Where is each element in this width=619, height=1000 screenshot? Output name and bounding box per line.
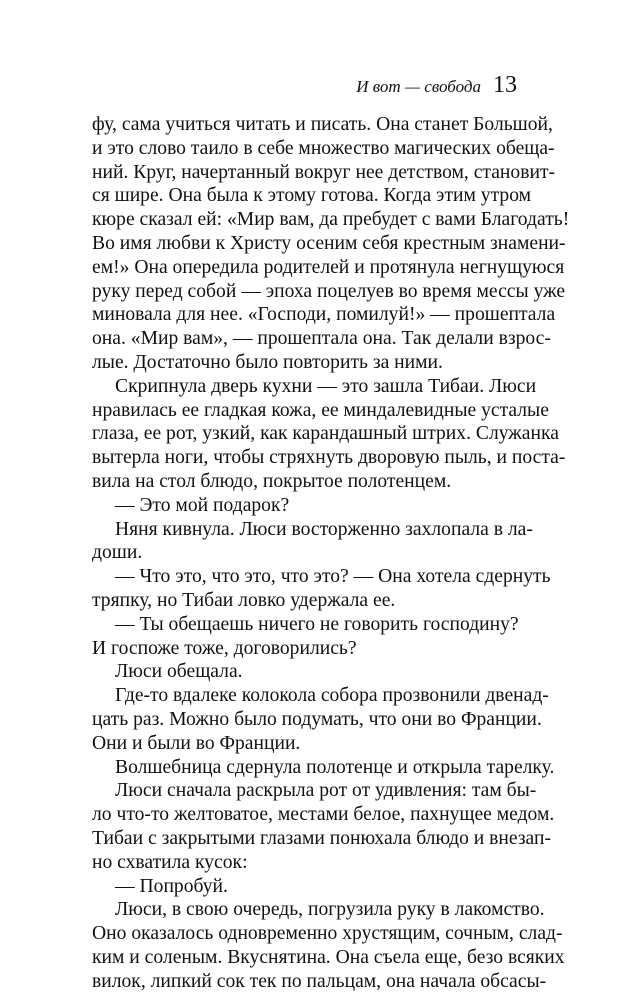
text-line: цать раз. Можно было подумать, что они во Франции.	[92, 708, 542, 730]
running-title: И вот — свобода	[356, 77, 481, 96]
text-line: Они и были во Франции.	[92, 732, 301, 754]
page-number: 13	[493, 72, 517, 98]
body-text	[92, 113, 570, 993]
text-line: И госпоже тоже, договорились?	[92, 637, 357, 659]
text-line: Няня кивнула. Люси восторженно захлопала в ла-	[115, 518, 533, 540]
text-line: — Попробуй.	[115, 875, 228, 897]
text-line: вытерла ноги, чтобы стряхнуть дворовую пыль, и поста-	[92, 447, 566, 469]
text-line: вила на стол блюдо, покрытое полотенцем.	[92, 470, 452, 492]
text-line: — Ты обещаешь ничего не говорить господину?	[115, 613, 519, 635]
text-line: Во имя любви к Христу осеним себя крестным знамени-	[92, 232, 566, 254]
text-line: вилок, липкий сок тек по пальцам, она начала обсасы-	[92, 970, 547, 992]
text-line: но схватила кусок:	[92, 851, 248, 873]
text-line: Люси обещала.	[115, 661, 243, 683]
text-line: Где-то вдалеке колокола собора прозвонили двенад-	[115, 685, 549, 707]
text-line: тряпку, но Тибаи ловко удержала ее.	[92, 589, 396, 611]
text-line: Люси, в свою очередь, погрузила руку в лакомство.	[115, 899, 545, 921]
text-line: ний. Круг, начертанный вокруг нее детством, становит-	[92, 161, 556, 183]
text-line: лые. Достаточно было повторить за ними.	[92, 351, 443, 373]
text-line: ем!» Она опередила родителей и протянула негнущуюся	[92, 256, 565, 278]
text-line: руку перед собой — эпоха поцелуев во время мессы уже	[92, 280, 566, 302]
text-line: — Это мой подарок?	[115, 494, 290, 516]
text-line: глаза, ее рот, узкий, как карандашный штрих. Служанка	[92, 423, 559, 445]
text-line: ся шире. Она была к этому готова. Когда этим утром	[92, 185, 532, 207]
text-line: Волшебница сдернула полотенце и открыла тарелку.	[115, 756, 555, 778]
text-line: нравилась ее гладкая кожа, ее миндалевидные усталые	[92, 399, 549, 421]
text-line: Тибаи с закрытыми глазами понюхала блюдо и внезап-	[92, 827, 552, 849]
text-line: Люси сначала раскрыла рот от удивления: там бы-	[115, 780, 537, 802]
text-line: кюре сказал ей: «Мир вам, да пребудет с вами Благодать!	[92, 209, 570, 231]
text-line: — Что это, что это, что это? — Она хотела сдернуть	[115, 566, 551, 588]
text-line: Скрипнула дверь кухни — это зашла Тибаи. Люси	[115, 375, 537, 397]
text-line: доши.	[92, 542, 143, 564]
text-line: ло что-то желтоватое, местами белое, пахнущее медом.	[92, 804, 555, 826]
text-line: фу, сама учиться читать и писать. Она станет Большой,	[92, 114, 553, 135]
running-head	[356, 72, 517, 102]
text-line: ким и соленым. Вкуснятина. Она съела еще, безо всяких	[92, 946, 565, 968]
text-line: миновала для нее. «Господи, помилуй!» — прошептала	[92, 304, 556, 326]
text-line: и это слово таило в себе множество магических обеща-	[92, 137, 555, 159]
text-line: Оно оказалось одновременно хрустящим, сочным, слад-	[92, 923, 563, 945]
text-line: она. «Мир вам», — прошептала она. Так делали взрос-	[92, 328, 551, 350]
